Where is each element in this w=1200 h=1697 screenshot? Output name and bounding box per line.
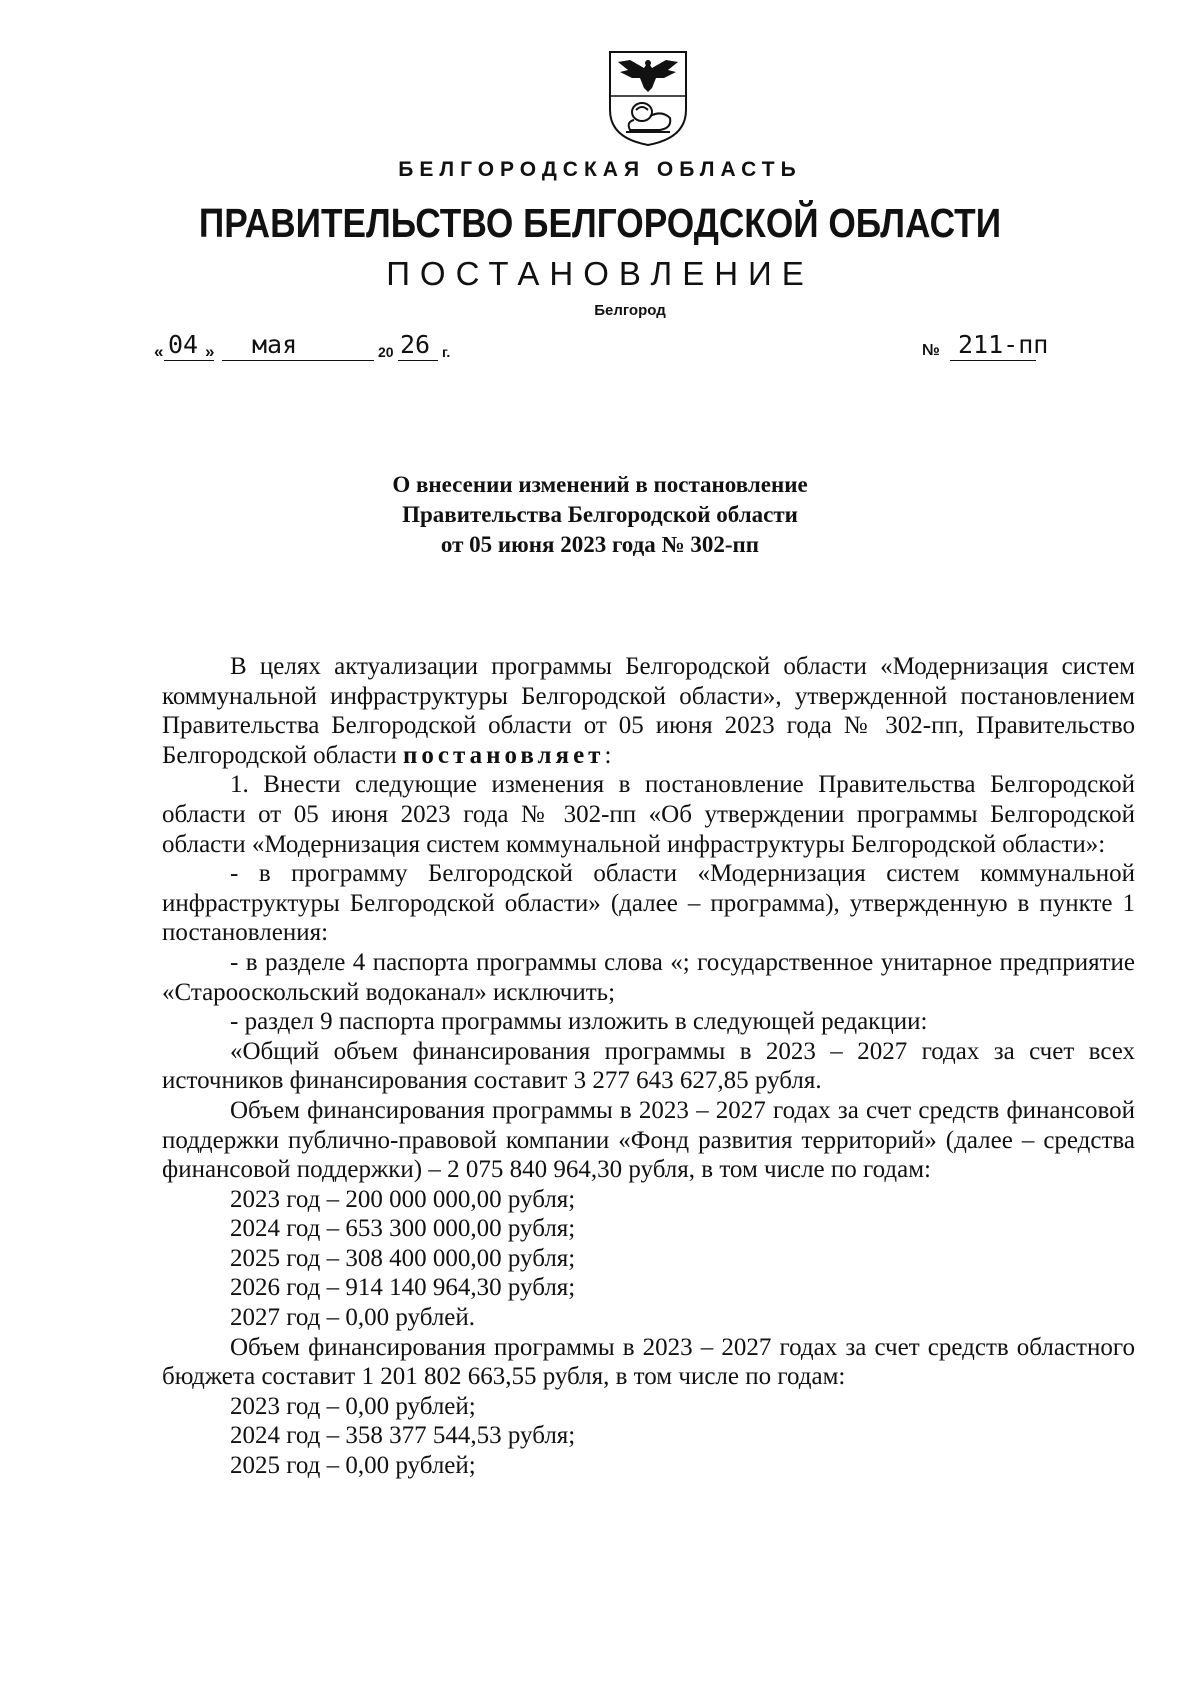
title-line: от 05 июня 2023 года № 302-пп	[440, 532, 760, 557]
list-item: 2027 год – 0,00 рублей.	[230, 1304, 476, 1332]
list-item: 2024 год – 358 377 544,53 рубля;	[230, 1422, 576, 1450]
title-line: О внесении изменений в постановление	[392, 472, 808, 497]
paragraph-program-change: - в программу Белгородской области «Модернизация систем коммунальной инфраструктуры Белгородской области» (далее – программа), утвержденную в пункте 1 постановления:	[162, 860, 1135, 947]
year-underline	[398, 360, 438, 361]
number-label: №	[922, 342, 940, 359]
paragraph-section-9: - раздел 9 паспорта программы изложить в следующей редакции:	[230, 1008, 928, 1036]
month-underline	[222, 360, 374, 361]
paragraph-budget-financing: Объем финансирования программы в 2023 – 2027 годах за счет средств областного бюджета составит 1 201 802 663,55 рубля, в том числе по годам:	[162, 1333, 1135, 1391]
date-close-quote: »	[205, 342, 215, 361]
paragraph-section-4: - в разделе 4 паспорта программы слова «; государственное унитарное предприятие «Старооскольский водоканал» исключить;	[162, 948, 1135, 1006]
list-item: 2026 год – 914 140 964,30 рубля;	[230, 1274, 576, 1302]
city-name: Белгород	[594, 302, 666, 319]
resolves-word: постановляет	[402, 741, 605, 769]
list-item: 2025 год – 0,00 рублей;	[230, 1452, 476, 1480]
document-title	[0, 470, 1200, 560]
preamble-text: В целях актуализации программы Белгородской области «Модернизация систем коммунальной инфраструктуры Белгородской области», утвержденной постановлением Правительства Белгородской области от 05 июня 2023 года № 302-пп, Правительство Белгородской области	[162, 653, 1135, 769]
date-month: мая	[252, 330, 298, 359]
document-number: 211-пп	[958, 330, 1049, 359]
fund-year-list	[162, 1185, 1135, 1333]
paragraph-preamble	[162, 652, 1135, 770]
number-underline	[950, 360, 1036, 361]
list-item: 2023 год – 200 000 000,00 рубля;	[230, 1185, 576, 1213]
list-item: 2023 год – 0,00 рублей;	[230, 1392, 476, 1420]
coat-of-arms-emblem	[606, 48, 690, 148]
day-underline	[164, 360, 214, 361]
document-body	[162, 652, 1135, 1481]
region-name: БЕЛГОРОДСКАЯ ОБЛАСТЬ	[398, 158, 802, 181]
paragraph-fund-financing: Объем финансирования программы в 2023 – 2027 годах за счет средств финансовой поддержки публично-правовой компании «Фонд развития территорий» (далее – средства финансовой поддержки) – 2 075 840 964,30 рубля, в том числе по годам:	[162, 1096, 1135, 1184]
list-item: 2024 год – 653 300 000,00 рубля;	[230, 1215, 576, 1243]
preamble-end: :	[604, 741, 612, 769]
date-year-suffix: 26	[400, 330, 431, 359]
paragraph-item-1: 1. Внести следующие изменения в постановление Правительства Белгородской области от 05 июня 2023 года № 302-пп «Об утверждении программы Белгородской области «Модернизация систем коммунальной инфраструктуры Белгородской области»:	[162, 771, 1135, 858]
document-type: ПОСТАНОВЛЕНИЕ	[386, 255, 814, 292]
budget-year-list	[162, 1392, 1135, 1481]
title-line: Правительства Белгородской области	[402, 502, 798, 527]
date-day: 04	[168, 330, 199, 359]
date-year-prefix: 20	[378, 344, 394, 360]
government-name: ПРАВИТЕЛЬСТВО БЕЛГОРОДСКОЙ ОБЛАСТИ	[198, 200, 1002, 246]
date-open-quote: «	[154, 342, 164, 361]
paragraph-total-financing: «Общий объем финансирования программы в 2023 – 2027 годах за счет всех источников финансирования составит 3 277 643 627,85 рубля.	[162, 1037, 1135, 1095]
date-year-unit: г.	[442, 344, 451, 360]
list-item: 2025 год – 308 400 000,00 рубля;	[230, 1244, 576, 1272]
